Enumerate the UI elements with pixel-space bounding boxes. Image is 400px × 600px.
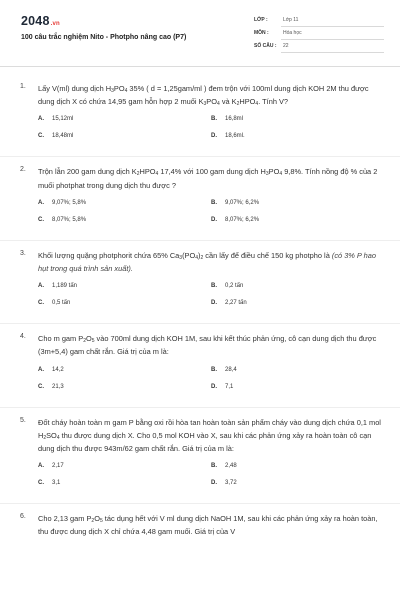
- answer-options: [38, 283, 386, 323]
- answer-option[interactable]: [38, 463, 64, 469]
- option-text: 16,8ml: [225, 116, 244, 123]
- option-text: 8,07%; 5,8%: [52, 216, 87, 223]
- question-item: [0, 74, 400, 156]
- meta-row: [254, 15, 384, 28]
- option-text: 18,6ml.: [225, 133, 245, 140]
- question-item: [0, 157, 400, 239]
- question-text: Lấy V(ml) dung dịch $H_3PO_4$ 35% ( d = 1,25gam/ml ) đem trộn với 100ml dung dịch KOH 2M thu được dung dịch X có chứa 14,95 gam hỗn hợp 2 muối $K_3PO_4$ và $K_2HPO_4$. Tính V?: [38, 84, 369, 108]
- option-letter: D.: [211, 300, 217, 307]
- option-letter: D.: [211, 216, 217, 223]
- answer-option[interactable]: [211, 133, 245, 139]
- answer-option[interactable]: [38, 480, 60, 486]
- option-text: 21,3: [52, 383, 64, 390]
- answer-option[interactable]: [211, 283, 243, 289]
- option-letter: A.: [38, 283, 44, 290]
- option-letter: C.: [38, 133, 44, 140]
- question-item: [0, 408, 400, 504]
- option-letter: C.: [38, 216, 44, 223]
- option-text: 2,17: [52, 463, 64, 470]
- question-text: Đốt cháy hoàn toàn m gam P bằng oxi rồi hòa tan hoàn toàn sản phẩm cháy vào dung dịch chứa 0,1 mol $H_2SO_4$ thu được dung dịch X. Cho 0,5 mol KOH vào X, sau khi các phản ứng xảy ra hoàn toàn cô cạn dung dịch thu được 943m/62 gam chất rắn. Giá trị của m là:: [38, 417, 381, 454]
- question-number: 1.: [20, 83, 26, 90]
- option-letter: D.: [211, 480, 217, 487]
- question-item: [0, 504, 400, 538]
- option-letter: B.: [211, 199, 217, 206]
- option-text: 18,48ml: [52, 133, 74, 140]
- meta-row: [254, 41, 384, 54]
- option-letter: B.: [211, 366, 217, 373]
- question-text: Khối lượng quặng photphorit chứa 65% $Ca_3(PO_4)_2$ cần lấy để điều chế 150 kg photpho là (có 3% P hao hụt trong quá trình sản xuất).: [38, 250, 376, 274]
- logo-text: 2048: [21, 14, 50, 28]
- answer-option[interactable]: [211, 463, 237, 469]
- option-text: 0,2 tấn: [225, 283, 244, 290]
- meta-row: [254, 28, 384, 41]
- page-header: [0, 0, 400, 66]
- question-text: Cho 2,13 gam $P_2O_5$ tác dụng hết với V ml dung dịch NaOH 1M, sau khi các phản ứng xảy ra hoàn toàn, thu được dung dịch X chỉ chứa 4,48 gam muối. Giá trị của V: [38, 514, 378, 537]
- option-text: 8,07%; 6,2%: [225, 216, 260, 223]
- answer-option[interactable]: [38, 133, 73, 139]
- answer-option[interactable]: [211, 384, 233, 390]
- answer-option[interactable]: [211, 200, 259, 206]
- meta-label: MÔN :: [254, 30, 269, 36]
- question-number: 6.: [20, 513, 26, 521]
- option-text: 14,2: [52, 366, 64, 373]
- option-text: 15,12ml: [52, 116, 74, 123]
- answer-option[interactable]: [211, 116, 243, 122]
- option-text: 1,189 tấn: [52, 283, 78, 290]
- option-letter: C.: [38, 383, 44, 390]
- option-letter: C.: [38, 300, 44, 307]
- option-letter: B.: [211, 116, 217, 123]
- option-text: 28,4: [225, 366, 237, 373]
- meta-underline: [281, 39, 384, 40]
- question-number: 2.: [20, 166, 26, 174]
- option-letter: C.: [38, 480, 44, 487]
- option-letter: D.: [211, 133, 217, 140]
- option-letter: B.: [211, 283, 217, 290]
- answer-options: [38, 200, 386, 240]
- meta-label: LỚP :: [254, 17, 268, 23]
- meta-value: 22: [283, 43, 289, 49]
- question-item: [0, 324, 400, 406]
- option-letter: D.: [211, 383, 217, 390]
- answer-option[interactable]: [38, 283, 77, 289]
- option-letter: A.: [38, 463, 44, 470]
- header-divider: [0, 66, 400, 67]
- meta-value: Hóa học: [283, 30, 302, 36]
- answer-option[interactable]: [38, 217, 86, 223]
- answer-option[interactable]: [38, 116, 73, 122]
- option-letter: B.: [211, 463, 217, 470]
- logo-suffix: .vn: [50, 21, 60, 27]
- meta-label: SỐ CÂU :: [254, 43, 277, 49]
- option-text: 3,1: [52, 480, 61, 487]
- option-text: 9,07%; 6,2%: [225, 199, 260, 206]
- answer-option[interactable]: [38, 384, 64, 390]
- option-letter: A.: [38, 366, 44, 373]
- question-text: Trộn lẫn 200 gam dung dịch $K_2HPO_4$ 17,4% với 100 gam dung dịch $H_3PO_4$ 9,8%. Tính nồng độ % của 2 muối photphat trong dung dịch thu được ?: [38, 167, 378, 190]
- option-text: 2,48: [225, 463, 237, 470]
- answer-option[interactable]: [211, 367, 237, 373]
- meta-underline: [281, 26, 384, 27]
- option-text: 3,72: [225, 480, 237, 487]
- answer-option[interactable]: [38, 367, 64, 373]
- option-letter: A.: [38, 116, 44, 123]
- answer-options: [38, 116, 386, 156]
- option-text: 7,1: [225, 383, 234, 390]
- answer-options: [38, 463, 386, 503]
- option-text: 2,27 tấn: [225, 300, 247, 307]
- option-letter: A.: [38, 199, 44, 206]
- question-number: 3.: [20, 249, 26, 257]
- question-list: [0, 74, 400, 539]
- site-logo[interactable]: [21, 14, 60, 28]
- question-item: [0, 241, 400, 323]
- answer-option[interactable]: [211, 300, 247, 306]
- meta-underline: [281, 52, 384, 53]
- question-number: 4.: [20, 333, 26, 341]
- question-number: 5.: [20, 416, 26, 424]
- answer-option[interactable]: [211, 217, 259, 223]
- option-text: 9,07%; 5,8%: [52, 199, 87, 206]
- answer-options: [38, 367, 386, 407]
- option-text: 0,5 tấn: [52, 300, 71, 307]
- answer-option[interactable]: [38, 200, 86, 206]
- answer-option[interactable]: [211, 480, 237, 486]
- meta-value: Lớp 11: [283, 17, 299, 23]
- answer-option[interactable]: [38, 300, 70, 306]
- document-meta: [254, 15, 384, 54]
- document-title: 100 câu trắc nghiệm Nito - Photpho nâng cao (P7): [21, 34, 187, 41]
- question-text: Cho m gam $P_2O_5$ vào 700ml dung dịch KOH 1M, sau khi kết thúc phản ứng, cô cạn dung dịch thu được (3m+5,4) gam chất rắn. Giá trị của m là:: [38, 334, 377, 357]
